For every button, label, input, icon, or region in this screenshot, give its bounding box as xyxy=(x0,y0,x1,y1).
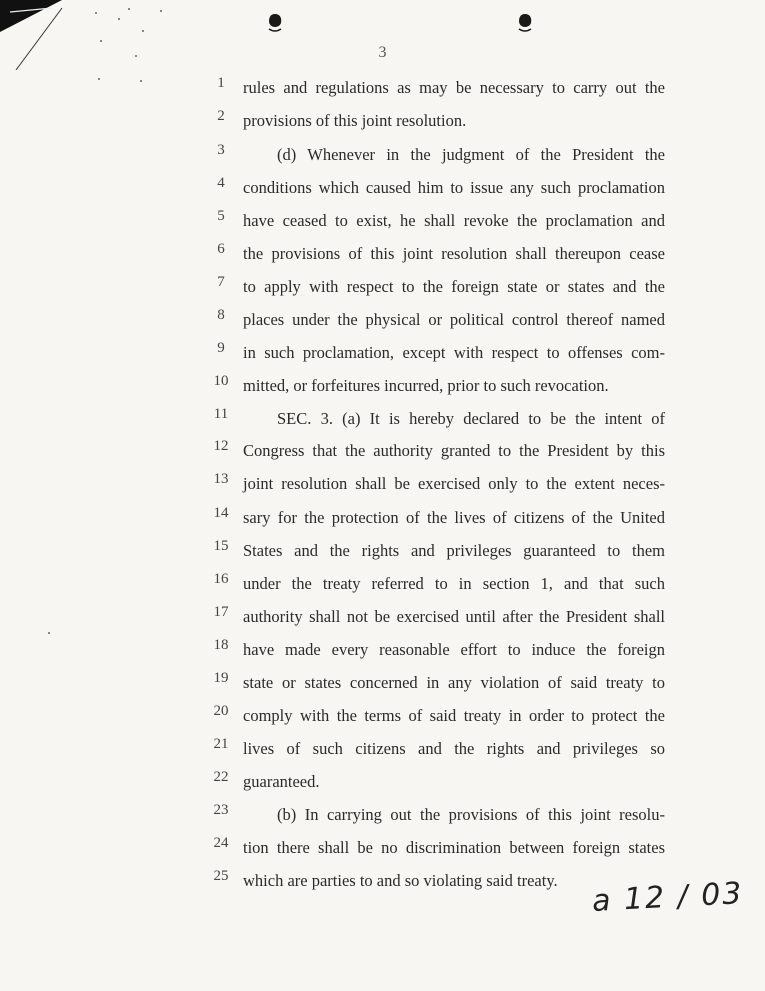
text-line xyxy=(0,571,765,598)
line-number: 5 xyxy=(217,208,225,224)
line-number: 1 xyxy=(217,75,225,91)
line-number: 8 xyxy=(217,307,225,323)
line-number: 12 xyxy=(213,438,229,454)
text-line xyxy=(0,703,765,730)
line-number: 20 xyxy=(213,703,229,719)
text-line xyxy=(0,340,765,367)
line-text: have ceased to exist, he shall revoke the proclamation and xyxy=(243,211,665,230)
line-text: state or states concerned in any violation of said treaty to xyxy=(243,673,665,692)
text-line xyxy=(0,75,765,102)
text-line xyxy=(0,505,765,532)
line-number: 21 xyxy=(213,736,229,752)
line-text: under the treaty referred to in section 1, and that such xyxy=(243,574,665,593)
line-text: Congress that the authority granted to the President by this xyxy=(243,441,665,460)
line-number: 2 xyxy=(217,108,225,124)
line-text: comply with the terms of said treaty in order to protect the xyxy=(243,706,665,725)
line-text: in such proclamation, except with respect to offenses com- xyxy=(243,343,665,362)
text-line xyxy=(0,736,765,763)
line-number: 4 xyxy=(217,175,225,191)
text-line xyxy=(0,802,765,829)
line-number: 6 xyxy=(217,241,225,257)
text-line xyxy=(0,670,765,697)
line-number: 19 xyxy=(213,670,229,686)
line-number: 18 xyxy=(213,637,229,653)
punch-hole-mark-left xyxy=(266,12,284,34)
line-text: places under the physical or political control thereof named xyxy=(243,310,665,329)
line-text: to apply with respect to the foreign state or states and the xyxy=(243,277,665,296)
line-text: lives of such citizens and the rights and privileges so xyxy=(243,739,665,758)
text-line xyxy=(0,142,765,169)
line-text: States and the rights and privileges guaranteed to them xyxy=(243,541,665,560)
line-number: 10 xyxy=(213,373,229,389)
line-number: 22 xyxy=(213,769,229,785)
text-line xyxy=(0,835,765,862)
text-line xyxy=(0,373,765,400)
line-text: tion there shall be no discrimination between foreign states xyxy=(243,838,665,857)
line-number: 25 xyxy=(213,868,229,884)
line-text: joint resolution shall be exercised only to the extent neces- xyxy=(243,474,665,493)
text-line xyxy=(0,637,765,664)
text-line xyxy=(0,471,765,498)
text-line xyxy=(0,769,765,796)
line-number: 16 xyxy=(213,571,229,587)
text-line xyxy=(0,538,765,565)
line-number: 24 xyxy=(213,835,229,851)
line-text: mitted, or forfeitures incurred, prior to such revocation. xyxy=(243,376,609,395)
line-number: 7 xyxy=(217,274,225,290)
text-line xyxy=(0,604,765,631)
text-line xyxy=(0,274,765,301)
line-text: rules and regulations as may be necessary to carry out the xyxy=(243,78,665,97)
text-line xyxy=(0,438,765,465)
line-text: conditions which caused him to issue any such proclamation xyxy=(243,178,665,197)
line-number: 15 xyxy=(213,538,229,554)
line-text: SEC. 3. (a) It is hereby declared to be the intent of xyxy=(277,409,665,428)
line-number: 3 xyxy=(217,142,225,158)
text-line xyxy=(0,108,765,135)
punch-hole-mark-right xyxy=(516,12,534,34)
text-line xyxy=(0,307,765,334)
line-text: which are parties to and so violating said treaty. xyxy=(243,871,558,890)
line-text: (d) Whenever in the judgment of the President the xyxy=(277,145,665,164)
text-line xyxy=(0,208,765,235)
page-number: 3 xyxy=(378,44,387,61)
text-line xyxy=(0,406,765,433)
line-text: authority shall not be exercised until after the President shall xyxy=(243,607,665,626)
handwritten-annotation: a 12 / 03 xyxy=(591,876,745,919)
line-number: 14 xyxy=(213,505,229,521)
text-line xyxy=(0,175,765,202)
line-number: 13 xyxy=(213,471,229,487)
line-text: sary for the protection of the lives of citizens of the United xyxy=(243,508,665,527)
line-number: 9 xyxy=(217,340,225,356)
line-number: 11 xyxy=(213,406,229,422)
line-text: provisions of this joint resolution. xyxy=(243,111,467,130)
line-text: guaranteed. xyxy=(243,772,320,791)
line-text: (b) In carrying out the provisions of this joint resolu- xyxy=(277,805,665,824)
line-text: have made every reasonable effort to induce the foreign xyxy=(243,640,665,659)
line-number: 17 xyxy=(213,604,229,620)
line-text: the provisions of this joint resolution shall thereupon cease xyxy=(243,244,665,263)
line-number: 23 xyxy=(213,802,229,818)
text-line xyxy=(0,241,765,268)
